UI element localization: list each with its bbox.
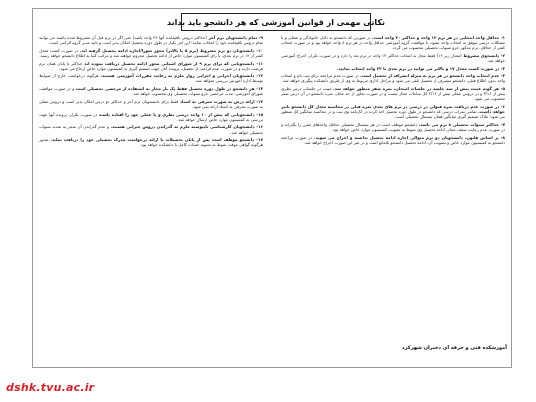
- rule-item: [39, 35, 263, 45]
- rule-heading: - عدم انتخاب واحد دانشجو در هر ترم به منزله انصراف از تحصیل است.: [360, 73, 503, 79]
- rule-text: (معدل زیر ۱۲) فقط مجاز به انتخاب حداکثر ۱۴ واحد در ترم بعد را دارد و در صورت تکرار، اخراج آموزشی خواهد شد.: [281, 52, 505, 63]
- rule-heading: - تمام دانشجویان ترم آخر: [208, 35, 261, 40]
- rule-item: [281, 35, 505, 50]
- rule-number: ۱۳: [257, 86, 263, 92]
- rule-text: در صورت تکرار، پرونده آنها جهت بررسی به کمیسیون موارد خاص ارسال خواهد شد.: [39, 111, 263, 122]
- rule-number: ۱۷: [257, 137, 263, 143]
- rule-number: ۵: [502, 86, 505, 92]
- rule-item: [281, 122, 505, 132]
- rule-text: (حداکثر دروس باقیمانده آنها ۲۴ واحد باشد) حتی اگر در ترم قبل آن مشروط شده باشند می توانند تمام دروس باقیمانده خود را انتخاب نمایند؛ این امر یکبار در طول دوره تحصیل امکان پذیر است و تایید مدیر گروه الزامی است.: [39, 35, 263, 46]
- rule-text: غیبت در جلسات درس نظری بیش از ۳/۱۶ و در دروس عملی بیش از ۲/۱۶ کل ساعات مجاز نیست و در صورت تجاوز از حد مجاز، نمره دانشجو در آن درس صفر محسوب می شود.: [281, 86, 505, 102]
- rule-item: [281, 66, 505, 71]
- rule-number: ۶: [502, 104, 505, 109]
- rule-number: ۱۱: [258, 60, 263, 66]
- rule-text: و در صورت موافقت شورای آموزشی، مدت مرخصی جزو سنوات تحصیلی وی محسوب خواهد شد.: [39, 86, 263, 97]
- rule-heading: - حداکثر سنوات تحصیلی ۸ ترم می باشد.: [418, 121, 503, 127]
- rule-text: تمامی نمرات درسی که دانشجو در طول دوره تحصیل اخذ کرده در کارنامه وی ثبت و در محاسبه میانگین کل منظور می شود؛ ملاک تصمیم گیری میانگین همان نیمسال تحصیلی است.: [281, 109, 505, 120]
- document-title: نکاتی مهمی از قوانین آموزشی که هر دانشجو باید بداند: [166, 17, 386, 27]
- rule-number: ۸: [502, 134, 505, 140]
- rule-text: در صورت کسب معدل کمتر از ۱۲ در ترم بعدی، با رای کمیسیون موارد خاص از ادامه تحصیل محروم خواهند شد و مراتب کتبا به اطلاع دانشجو خواهد رسید.: [39, 47, 263, 58]
- rule-heading: - دانشجویان کارشناسی ناپیوسته ملزم به گذراندن دروس جبرانی هستند.: [110, 124, 258, 130]
- rule-text: هرگونه درخواست خارج از ضوابط توسط اداره آموزش بررسی نخواهد شد.: [39, 73, 263, 84]
- rule-heading: - دانشجویان اجرایی و اجرایی زوار ملزم به رعایت مقررات آموزشی هستند.: [100, 73, 258, 79]
- rule-text: صدور هرگونه گواهی موقت منوط به تسویه حساب کامل با دانشکده خواهد بود.: [39, 137, 263, 148]
- rule-heading: - هر گونه غیبت بیش از سه جلسه در جلسات امتحان، نمره صفر منظور خواهد شد.: [333, 86, 503, 92]
- rule-heading: - بر اساس قانون، دانشجویان دو ترم متوالی اجازه ادامه تحصیل نداشته و اخراج می شوند.: [314, 134, 503, 140]
- document-sheet: [32, 8, 512, 368]
- rule-heading: - دانشجویانی که برای ترم ۹ از شورای استانی مجوز ادامه تحصیل دریافت نموده اند: [84, 60, 258, 66]
- rule-item: [281, 104, 505, 119]
- rule-heading: - ارائه درس به صورت معرفی به استاد: [179, 98, 258, 104]
- rule-item: [281, 73, 505, 83]
- title-box: [166, 13, 386, 31]
- footer-signature: آموزشکده فنی و حرفه ای دختران شهرکرد: [402, 345, 507, 351]
- rule-number: ۲: [502, 52, 505, 58]
- rule-text: در صورت عدم مراجعه برای ثبت نام و انتخاب واحد بدون اطلاع قبلی، دانشجو منصرف از تحصیل تلقی می شود و مراحل اداری مربوط به وی از طریق دانشکده پیگیری خواهد شد.: [281, 73, 505, 84]
- rule-text: حداکثر تا پایان همان ترم فرصت دارند و در صورت عدم فراغت از تحصیل، پرونده آنان جهت تصمیم گیری به کمیسیون موارد خاص ارجاع می شود.: [39, 60, 263, 71]
- right-column: [281, 35, 505, 363]
- rule-heading: - دانشجو موظف است پس از پایان تحصیلات با ارائه درخواست مدرک تحصیلی خود را دریافت نماید.: [50, 137, 258, 143]
- rule-text: در صورتی که دانشجو به دلایل خانوادگی و شغلی و یا مشکلات درسی موفق به انتخاب واحد نشود، با موافقت گروه آموزشی حداقل واحد در هر ترم ۸ واحد خواهد بود و در صورت انتخاب کمتر از حداقل، ترم مذکور جزو سنوات تحصیلی محسوب می گردد.: [281, 35, 505, 51]
- rule-text: و عدم گذراندن آن منجر به تمدید سنوات تحصیلی خواهد شد.: [39, 124, 263, 135]
- rule-number: ۱۲: [258, 73, 263, 79]
- rule-number: ۴: [502, 73, 505, 79]
- rule-heading: - در صورت عدم دریافت نمره قبولی در درسی در ترم های بعدی نمره قبلی در محاسبه معدل کل دانشجو تاثیر خواهد داشت.: [281, 104, 505, 115]
- rule-heading: - دانشجویانی که بیش از ۱۰ واحد درسی نظری و یا عملی خود را افتاده باشند: [98, 111, 258, 117]
- rule-heading: - در صورت کسب معدل ۱۷ و بالاتر می توانید در ترم بعدی تا ۲۴ واحد انتخاب نمایید.: [336, 65, 503, 71]
- rule-item: [39, 99, 263, 109]
- left-column: [39, 35, 263, 363]
- rule-item: [39, 137, 263, 147]
- rule-text: فقط برای دانشجویان ترم آخر و حداکثر دو درس امکان پذیر است و دروس عملی به صورت معرفی به استاد ارائه نمی شود.: [39, 98, 263, 109]
- rule-number: ۱۰: [258, 47, 263, 53]
- rule-heading: - هر دانشجو در طول دوره تحصیل فقط یک بار مجاز به استفاده از مرخصی تحصیلی است: [75, 86, 258, 92]
- rule-number: ۹: [260, 35, 263, 40]
- rule-heading: - حداقل واحد انتخابی در هر ترم ۱۲ واحد و حداکثر ۲۰ واحد است.: [371, 35, 503, 40]
- rule-text: در صورت مراجعه دانشجو به کمیسیون موارد خاص و تصویب آن، ادامه تحصیل دانشجو بلامانع است و در غیر این صورت اخراج خواهد شد.: [281, 134, 505, 145]
- rule-number: ۱۴: [258, 98, 263, 104]
- rule-number: ۳: [502, 65, 505, 71]
- rule-heading: - دانشجویان دو ترم مشروط (ترم ۵ یا بالاتر) مجوز شورا/اجازه ادامه تحصیل گرفته اند.: [79, 47, 258, 53]
- site-watermark: dshk.tvu.ac.ir: [6, 381, 95, 394]
- rule-item: [39, 61, 263, 71]
- rule-number: ۱۶: [257, 124, 263, 130]
- rule-item: [281, 53, 505, 63]
- rule-item: [39, 73, 263, 83]
- rule-number: ۱۵: [258, 111, 263, 117]
- rule-number: ۷: [502, 121, 505, 127]
- rule-item: [281, 86, 505, 101]
- rule-heading: - دانشجوی مشروط: [463, 52, 503, 58]
- rule-number: ۱: [502, 35, 505, 40]
- rule-item: [39, 112, 263, 122]
- rule-item: [39, 86, 263, 96]
- rule-text: دانشجو موظف است در هر نیمسال تحصیلی حداقل واحدهای مقرر را بگذراند و در صورت عدم رعایت سقف مجاز، ادامه تحصیل وی منوط به تصویب کمیسیون موارد خاص خواهد بود.: [281, 121, 505, 132]
- rule-item: [281, 135, 505, 145]
- rule-item: [39, 48, 263, 58]
- rule-item: [39, 124, 263, 134]
